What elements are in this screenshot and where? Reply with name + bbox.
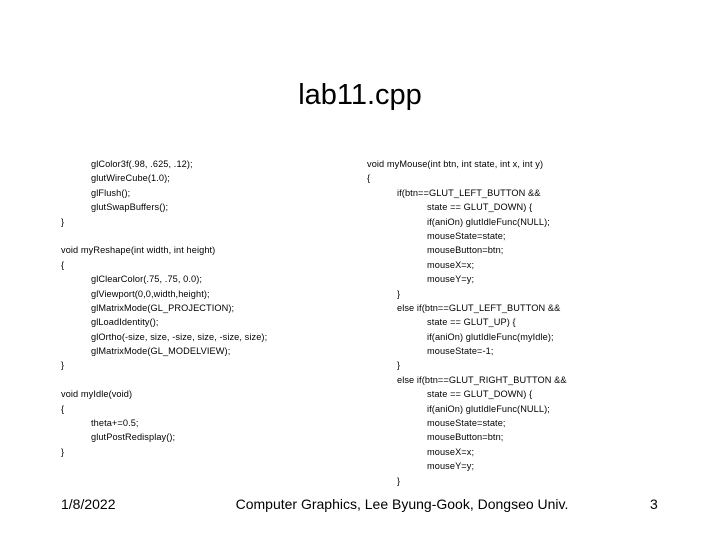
code-line: }: [397, 288, 401, 299]
code-block-left: [61, 157, 267, 459]
code-line: glClearColor(.75, .75, 0.0);: [91, 274, 203, 285]
code-line: mouseX=x;: [427, 259, 475, 270]
code-line: glColor3f(.98, .625, .12);: [91, 159, 193, 169]
code-line: [61, 229, 267, 243]
code-block-right: [367, 157, 567, 488]
code-line: void myMouse(int btn, int state, int x, int y): [367, 159, 544, 169]
code-line: if(aniOn) glutIdleFunc(NULL);: [427, 216, 550, 227]
code-line: glutPostRedisplay();: [91, 432, 176, 443]
code-line: mouseState=state;: [427, 230, 506, 241]
code-line: glutWireCube(1.0);: [91, 173, 170, 184]
code-line: state == GLUT_DOWN) {: [427, 389, 533, 400]
code-line: }: [61, 446, 65, 457]
code-line: glMatrixMode(GL_MODELVIEW);: [91, 346, 231, 357]
code-line: void myIdle(void): [61, 389, 133, 400]
slide-title: lab11.cpp: [298, 79, 422, 111]
code-line: {: [61, 403, 65, 414]
code-line: else if(btn==GLUT_RIGHT_BUTTON &&: [397, 374, 567, 385]
code-line: glOrtho(-size, size, -size, size, -size, size);: [91, 331, 268, 342]
code-line: glLoadIdentity();: [91, 317, 159, 328]
code-line: state == GLUT_UP) {: [427, 317, 516, 328]
footer-text: Computer Graphics, Lee Byung-Gook, Dongseo Univ.: [235, 496, 569, 512]
code-line: void myReshape(int width, int height): [61, 245, 216, 256]
code-line: state == GLUT_DOWN) {: [427, 202, 533, 213]
code-line: [61, 373, 267, 387]
code-line: else if(btn==GLUT_LEFT_BUTTON &&: [397, 302, 561, 313]
code-line: if(aniOn) glutIdleFunc(NULL);: [427, 403, 550, 414]
code-line: {: [367, 173, 371, 184]
code-line: {: [61, 259, 65, 270]
code-line: theta+=0.5;: [91, 418, 139, 429]
code-line: }: [61, 360, 65, 371]
code-line: if(aniOn) glutIdleFunc(myIdle);: [427, 331, 554, 342]
code-line: mouseState=state;: [427, 418, 506, 429]
code-line: mouseX=x;: [427, 446, 475, 457]
code-line: mouseButton=btn;: [427, 432, 504, 443]
code-line: glMatrixMode(GL_PROJECTION);: [91, 302, 235, 313]
footer-date: 1/8/2022: [61, 496, 116, 512]
code-line: }: [397, 475, 401, 486]
page-number: 3: [650, 496, 658, 512]
code-line: if(btn==GLUT_LEFT_BUTTON &&: [397, 187, 541, 198]
code-line: mouseY=y;: [427, 274, 475, 285]
code-line: glFlush();: [91, 187, 131, 198]
code-line: mouseButton=btn;: [427, 245, 504, 256]
code-line: glViewport(0,0,width,height);: [91, 288, 210, 299]
code-line: glutSwapBuffers();: [91, 202, 169, 213]
code-line: mouseState=-1;: [427, 346, 494, 357]
code-line: }: [61, 216, 65, 227]
code-line: mouseY=y;: [427, 461, 475, 472]
code-line: }: [397, 360, 401, 371]
